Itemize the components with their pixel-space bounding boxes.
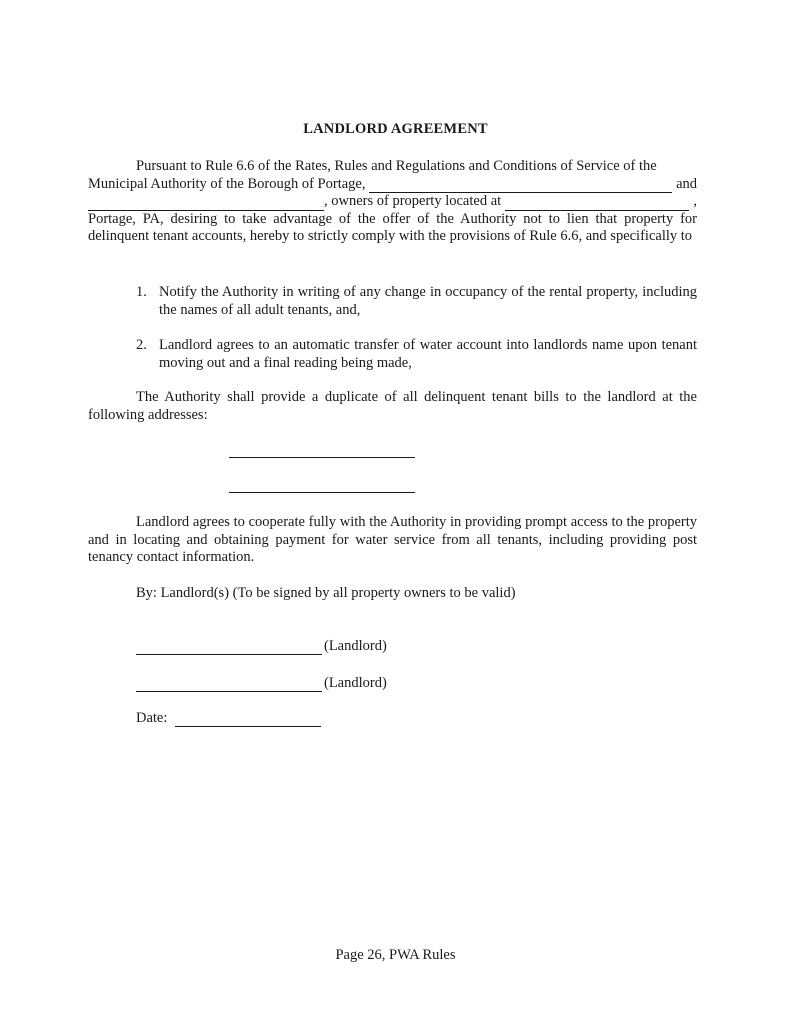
document-title: LANDLORD AGREEMENT [303,121,488,137]
date-row [136,710,321,727]
signature-row [136,675,387,692]
signature-row [136,638,387,655]
signature-line [136,678,322,692]
signature-line [136,641,322,655]
signature-label: (Landlord) [324,675,387,691]
intro-paragraph [88,158,697,246]
list-item-number: 1. [136,284,147,300]
intro-line-3-suffix: , [693,193,697,210]
list-item [136,337,697,372]
list-item-text: Landlord agrees to an automatic transfer of water account into landlords name upon tenant moving out and a final reading being made, [159,337,697,371]
list-item [136,284,697,319]
intro-line-2-suffix: and [676,175,697,192]
intro-rest: Portage, PA, desiring to take advantage of the offer of the Authority not to lien that property for delinquent tenant accounts, hereby to strictly comply with the provisions of Rule 6.6, and specifically to [88,210,697,245]
signature-label: (Landlord) [324,638,387,654]
intro-line-2-prefix: Municipal Authority of the Borough of Portage, [88,175,366,192]
intro-line-1: Pursuant to Rule 6.6 of the Rates, Rules and Regulations and Conditions of Service of the [136,158,657,174]
owner-name-blank [369,179,672,193]
obligations-list [136,284,697,372]
list-item-number: 2. [136,337,147,354]
duplicate-bills-paragraph: The Authority shall provide a duplicate of all delinquent tenant bills to the landlord at the following addresses: [88,389,697,423]
date-line [175,713,321,727]
owner-name-blank-2 [88,197,324,211]
list-item-text: Notify the Authority in writing of any change in occupancy of the rental property, including the names of all adult tenants, and, [159,284,697,318]
property-address-blank [505,197,689,211]
address-line-2 [229,492,415,493]
intro-line-3-mid: , owners of property located at [324,193,502,210]
by-landlords-text: By: Landlord(s) (To be signed by all property owners to be valid) [136,585,516,601]
cooperate-paragraph: Landlord agrees to cooperate fully with the Authority in providing prompt access to the property and in locating and obtaining payment for water service from all tenants, including providing post tenancy contact information. [88,514,697,566]
address-line-1 [229,457,415,458]
date-label: Date: [136,710,168,726]
page-footer: Page 26, PWA Rules [335,947,456,963]
